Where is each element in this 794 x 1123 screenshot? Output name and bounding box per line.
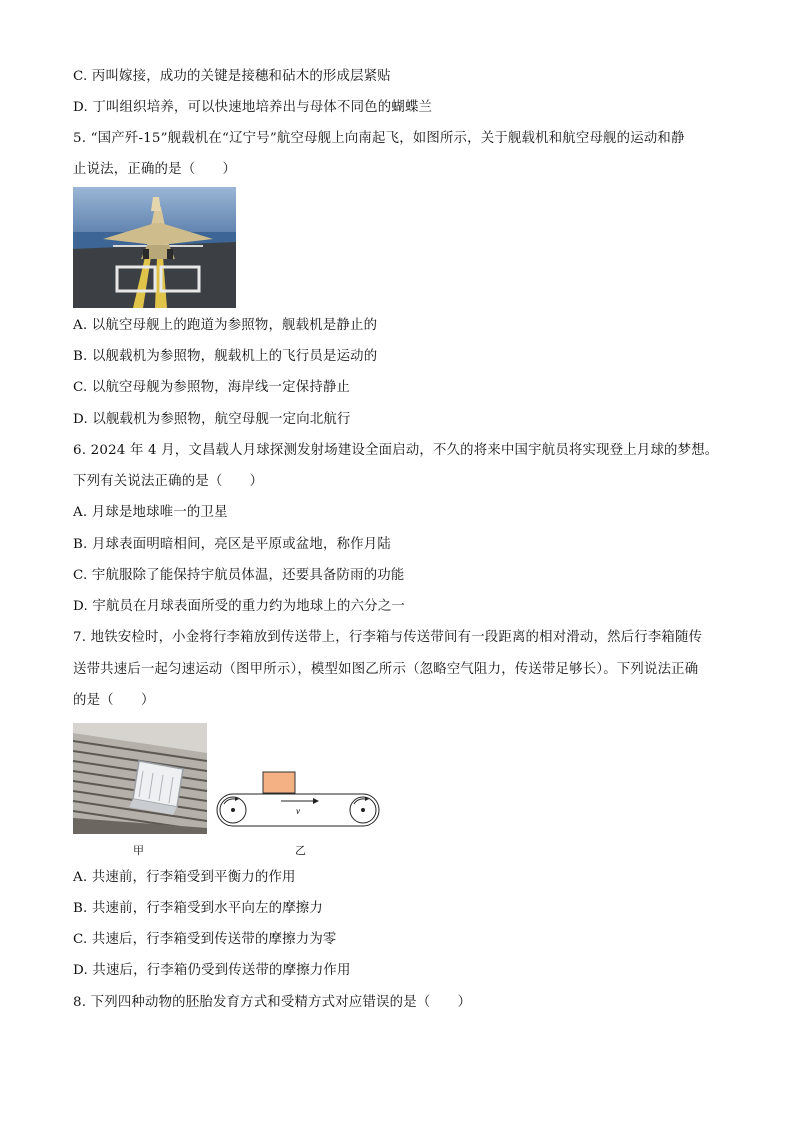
q6-stem-line-2: 下列有关说法正确的是（ ） (73, 474, 264, 489)
q6-option-d: D. 宇航员在月球表面所受的重力约为地球上的六分之一 (73, 599, 405, 614)
q7-option-d: D. 共速后，行李箱仍受到传送带的摩擦力作用 (73, 963, 351, 978)
carrier-jet-photo (73, 187, 236, 308)
q5-stem-line-2: 止说法，正确的是（ ） (73, 162, 237, 177)
q7-option-b: B. 共速前，行李箱受到水平向左的摩擦力 (73, 901, 323, 916)
right-roller (350, 797, 376, 823)
q6-option-a: A. 月球是地球唯一的卫星 (73, 505, 228, 520)
luggage-box (263, 772, 295, 793)
q5-option-a: A. 以航空母舰上的跑道为参照物，舰载机是静止的 (73, 318, 378, 333)
figure-label-yi: 乙 (295, 844, 306, 857)
left-roller (220, 797, 246, 823)
q6-option-b: B. 月球表面明暗相间，亮区是平原或盆地，称作月陆 (73, 537, 391, 552)
q7-stem-line-1: 7. 地铁安检时，小金将行李箱放到传送带上，行李箱与传送带间有一段距离的相对滑动，然后行李箱随传 (73, 630, 703, 645)
luggage-conveyor-photo (73, 723, 207, 834)
q4-option-d: D. 丁叫组织培养，可以快速地培养出与母体不同色的蝴蝶兰 (73, 100, 433, 115)
q7-option-c: C. 共速后，行李箱受到传送带的摩擦力为零 (73, 932, 337, 947)
suitcase-shape (129, 761, 183, 815)
figure-label-jia: 甲 (133, 844, 144, 857)
conveyor-model-diagram (213, 770, 383, 830)
velocity-label: v (296, 806, 300, 816)
q7-option-a: A. 共速前，行李箱受到平衡力的作用 (73, 870, 296, 885)
q7-stem-line-2: 送带共速后一起匀速运动（图甲所示），模型如图乙所示（忽略空气阻力，传送带足够长）。下列说法正确 (73, 662, 699, 677)
q8-stem: 8. 下列四种动物的胚胎发育方式和受精方式对应错误的是（ ） (73, 995, 472, 1010)
q6-option-c: C. 宇航服除了能保持宇航员体温，还要具备防雨的功能 (73, 568, 405, 583)
q5-option-d: D. 以舰载机为参照物，航空母舰一定向北航行 (73, 412, 351, 427)
q7-stem-line-3: 的是（ ） (73, 693, 155, 708)
q5-option-c: C. 以航空母舰为参照物，海岸线一定保持静止 (73, 380, 351, 395)
q4-option-c: C. 丙叫嫁接，成功的关键是接穗和砧木的形成层紧贴 (73, 69, 391, 84)
q6-stem-line-1: 6. 2024 年 4 月，文昌载人月球探测发射场建设全面启动，不久的将来中国宇航员将实现登上月球的梦想。 (73, 443, 719, 458)
q5-option-b: B. 以舰载机为参照物，舰载机上的飞行员是运动的 (73, 349, 378, 364)
velocity-arrow (281, 798, 319, 804)
q5-stem-line-1: 5. “国产歼-15”舰载机在“辽宁号”航空母舰上向南起飞，如图所示，关于舰载机和航空母舰的运动和静 (73, 131, 685, 146)
